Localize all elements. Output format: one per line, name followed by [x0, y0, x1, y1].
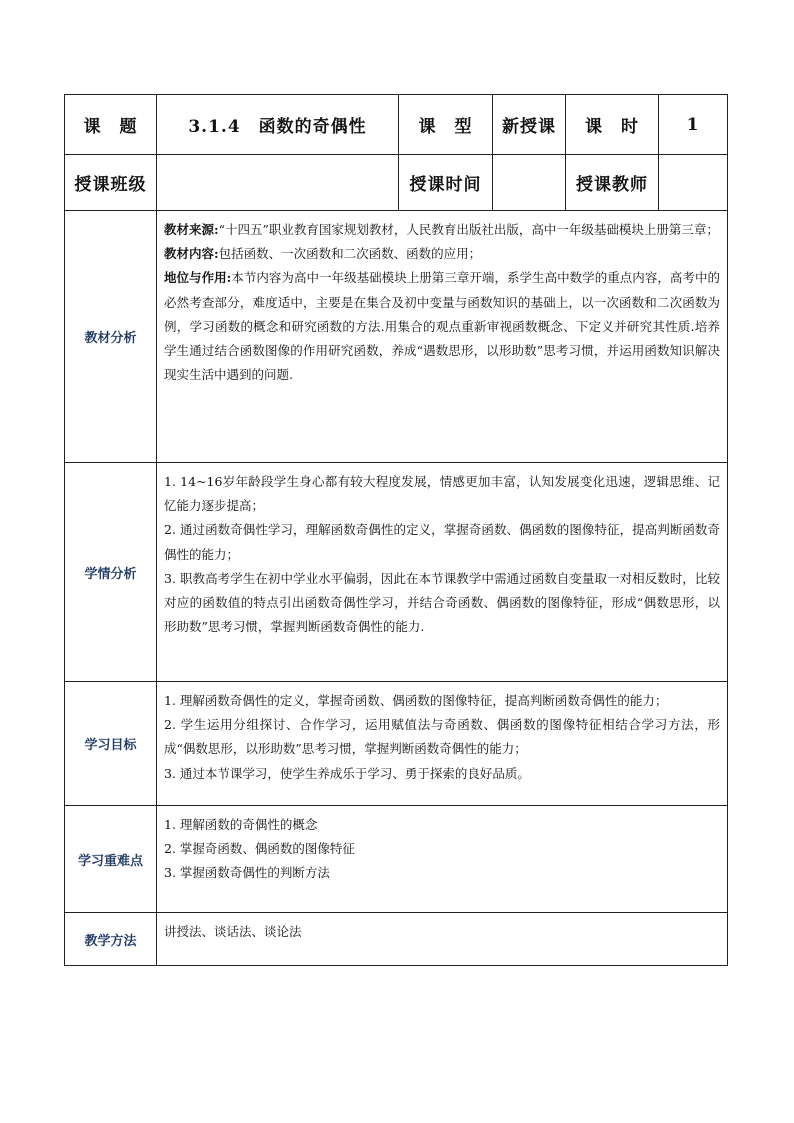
goals-item: 1. 理解函数奇偶性的定义，掌握奇函数、偶函数的图像特征，提高判断函数奇偶性的能力； [164, 693, 668, 708]
teacher-value [659, 155, 728, 211]
material-content [157, 211, 728, 463]
topic-value: 3.1.4 函数的奇偶性 [157, 95, 399, 155]
students-item: 3. 职教高考学生在初中学业水平偏弱，因此在本节课教学中需通过函数自变量取一对相反数时，比较对应的函数值的特点引出函数奇偶性学习，并结合奇函数、偶函数的图像特征，形成“偶数思形，以形助数”思考习惯，掌握判断函数奇偶性的能力. [164, 570, 720, 635]
material-source-text: “十四五”职业教育国家规划教材，人民教育出版社出版，高中一年级基础模块上册第三章； [218, 222, 719, 237]
goals-item: 3. 通过本节课学习，使学生养成乐于学习、勇于探索的良好品质。 [164, 765, 530, 781]
hours-label: 课 时 [566, 95, 659, 155]
students-row [65, 463, 728, 682]
lesson-plan-table [64, 94, 728, 966]
type-label: 课 型 [399, 95, 493, 155]
class-info-row [65, 155, 728, 211]
keypoints-item: 2. 掌握奇函数、偶函数的图像特征 [164, 841, 355, 857]
goals-item: 2. 学生运用分组探讨、合作学习，运用赋值法与奇函数、偶函数的图像特征相结合学习方法，形成“偶数思形，以形助数”思考习惯，掌握判断函数奇偶性的能力； [164, 717, 720, 757]
keypoints-label: 学习重难点 [65, 806, 157, 913]
students-item: 1. 14~16岁年龄段学生身心都有较大程度发展，情感更加丰富，认知发展变化迅速，逻辑思维、记忆能力逐步提高； [164, 474, 720, 514]
goals-row [65, 682, 728, 806]
students-content [157, 463, 728, 682]
methods-label: 教学方法 [65, 913, 157, 966]
class-label: 授课班级 [65, 155, 157, 211]
material-label: 教材分析 [65, 211, 157, 463]
keypoints-content [157, 806, 728, 913]
material-role-text: 本节内容为高中一年级基础模块上册第三章开端，系学生高中数学的重点内容，高考中的必然考查部分，难度适中，主要是在集合及初中变量与函数知识的基础上，以一次函数和二次函数为例，学习函数的概念和研究函数的方法.用集合的观点重新审视函数概念、下定义并研究其性质.培养学生通过结合函数图像的作用研究函数，养成“遇数思形，以形助数”思考习惯，并运用函数知识解决现实生活中遇到的问题. [164, 270, 720, 383]
material-source-key: 教材来源: [164, 222, 219, 237]
type-value: 新授课 [493, 95, 566, 155]
class-value [157, 155, 399, 211]
material-source [164, 218, 720, 242]
material-content-text: 包括函数、一次函数和二次函数、函数的应用； [218, 246, 482, 262]
methods-content [157, 913, 728, 966]
material-role [164, 266, 720, 387]
material-scope [164, 242, 720, 266]
students-item: 2. 通过函数奇偶性学习，理解函数奇偶性的定义，掌握奇函数、偶函数的图像特征，提高判断函数奇偶性的能力； [164, 522, 720, 562]
students-label: 学情分析 [65, 463, 157, 682]
keypoints-item: 3. 掌握函数奇偶性的判断方法 [164, 865, 330, 881]
keypoints-row [65, 806, 728, 913]
hours-value: 1 [659, 95, 728, 155]
teacher-label: 授课教师 [566, 155, 659, 211]
topic-label: 课 题 [65, 95, 157, 155]
material-row [65, 211, 728, 463]
time-value [493, 155, 566, 211]
methods-row [65, 913, 728, 966]
header-row [65, 95, 728, 155]
goals-label: 学习目标 [65, 682, 157, 806]
methods-text: 讲授法、谈话法、谈论法 [164, 924, 302, 939]
material-role-key: 地位与作用: [164, 270, 232, 286]
keypoints-item: 1. 理解函数的奇偶性的概念 [164, 817, 318, 832]
time-label: 授课时间 [399, 155, 493, 211]
goals-content [157, 682, 728, 806]
material-content-key: 教材内容: [164, 246, 219, 262]
